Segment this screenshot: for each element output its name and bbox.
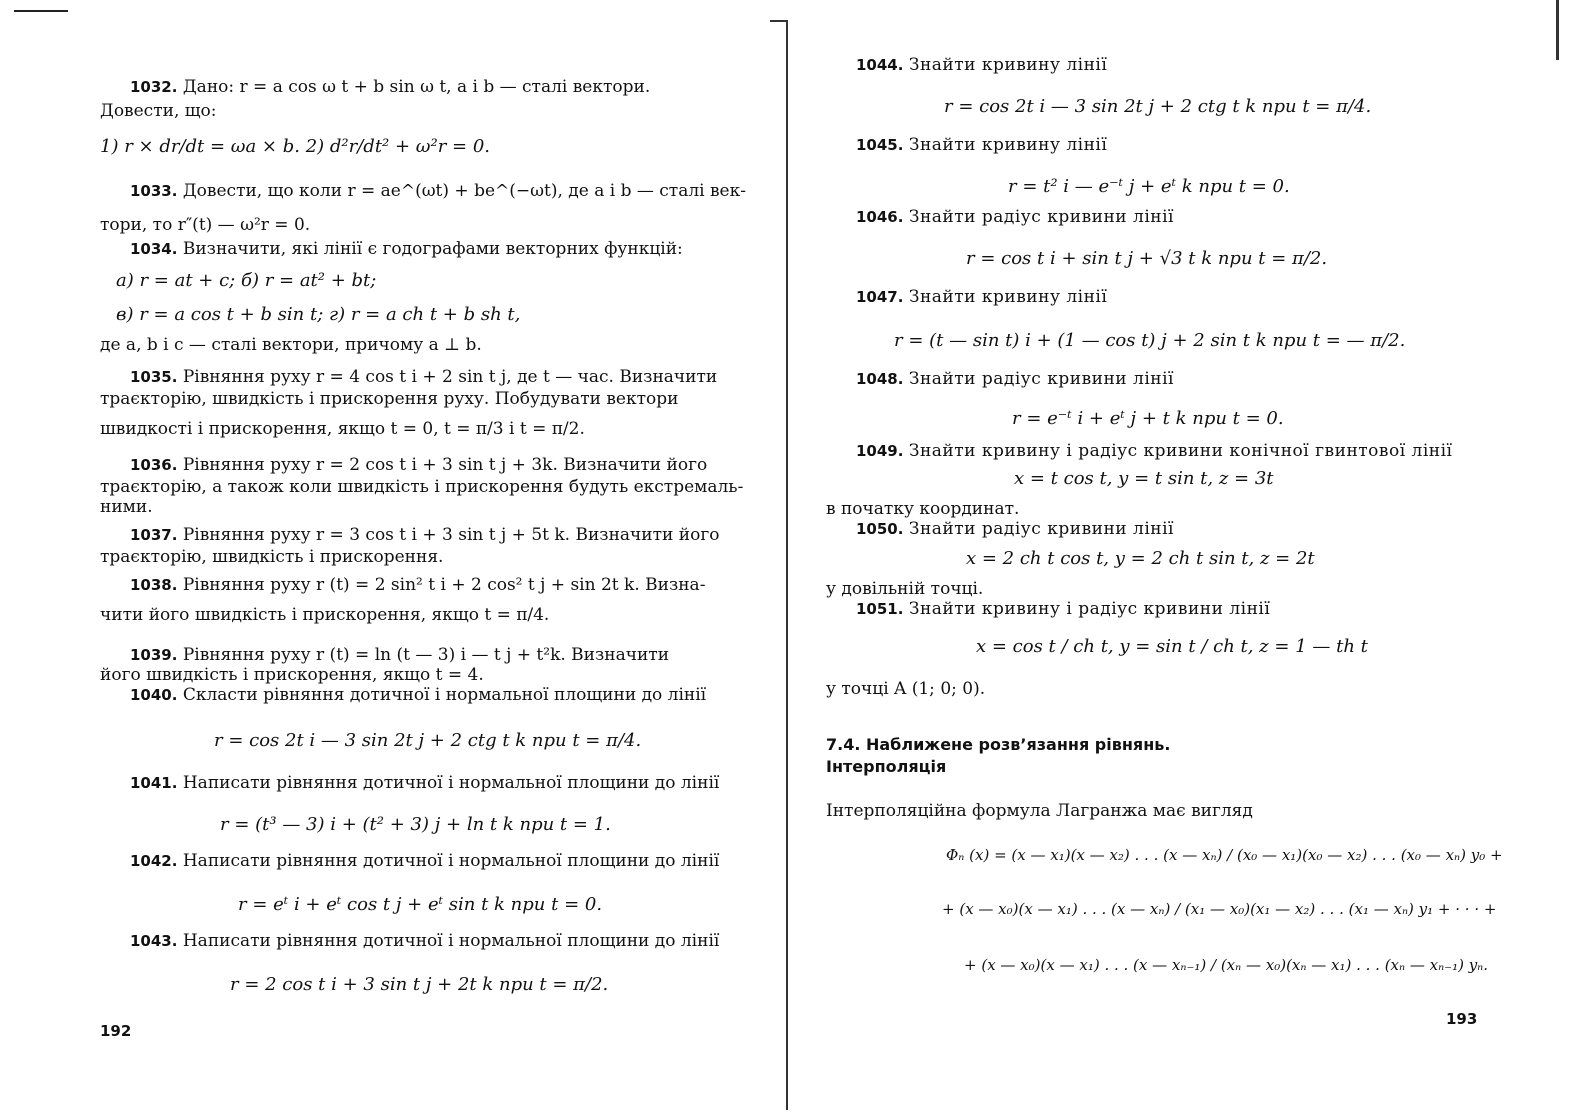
- text-line: тори, то r″(t) — ω²r = 0.: [100, 215, 311, 235]
- exercise-1042: 1042. Написати рівняння дотичної і нормальної площини до лінії: [130, 851, 720, 871]
- formula: x = t cos t, y = t sin t, z = 3t: [1014, 468, 1274, 489]
- formula: Φₙ (x) = (x — x₁)(x — x₂) . . . (x — xₙ) / (x₀ — x₁)(x₀ — x₂) . . . (x₀ — xₙ) y₀ +: [946, 846, 1503, 864]
- exercise-1041: 1041. Написати рівняння дотичної і нормальної площини до лінії: [130, 773, 720, 793]
- exercise-1039: 1039. Рівняння руху r (t) = ln (t — 3) i — t j + t²k. Визначити: [130, 645, 670, 665]
- exercise-1044: 1044. Знайти кривину лінії: [856, 55, 1108, 75]
- exercise-1043: 1043. Написати рівняння дотичної і нормальної площини до лінії: [130, 931, 720, 951]
- exercise-1050: 1050. Знайти радіус кривини лінії: [856, 519, 1174, 539]
- formula: r = e⁻ᵗ i + eᵗ j + t k при t = 0.: [1012, 408, 1284, 429]
- formula: r = eᵗ i + eᵗ cos t j + eᵗ sin t k при t = 0.: [238, 894, 603, 915]
- text-line: у точці A (1; 0; 0).: [826, 679, 986, 699]
- section-title: 7.4. Наближене розв’язання рівнянь.: [826, 735, 1171, 754]
- formula: r = (t³ — 3) i + (t² + 3) j + ln t k при t = 1.: [220, 814, 611, 835]
- page-number-left: 192: [100, 1022, 132, 1040]
- exercise-1035: 1035. Рівняння руху r = 4 cos t i + 2 sin t j, де t — час. Визначити: [130, 367, 718, 387]
- formula: r = (t — sin t) i + (1 — cos t) j + 2 sin t k при t = — π/2.: [894, 330, 1406, 351]
- formula: r = t² i — e⁻ᵗ j + eᵗ k при t = 0.: [1008, 176, 1290, 197]
- formula: + (x — x₀)(x — x₁) . . . (x — xₙ₋₁) / (xₙ — x₀)(xₙ — x₁) . . . (xₙ — xₙ₋₁) yₙ.: [964, 956, 1489, 974]
- formula: r = cos 2t i — 3 sin 2t j + 2 ctg t k при t = π/4.: [214, 730, 642, 751]
- formula: + (x — x₀)(x — x₁) . . . (x — xₙ) / (x₁ — x₀)(x₁ — x₂) . . . (x₁ — xₙ) y₁ + · · · +: [942, 900, 1497, 918]
- formula: x = 2 ch t cos t, y = 2 ch t sin t, z = 2t: [966, 548, 1315, 569]
- exercise-1048: 1048. Знайти радіус кривини лінії: [856, 369, 1174, 389]
- exercise-1034: 1034. Визначити, які лінії є годографами векторних функцій:: [130, 239, 683, 259]
- exercise-1040: 1040. Скласти рівняння дотичної і нормальної площини до лінії: [130, 685, 707, 705]
- section-title: Інтерполяція: [826, 757, 947, 776]
- exercise-1051: 1051. Знайти кривину і радіус кривини лінії: [856, 599, 1271, 619]
- formula: в) r = a cos t + b sin t; г) r = a ch t + b sh t,: [116, 304, 521, 325]
- text-line: де a, b і c — сталі вектори, причому a ⊥ b.: [100, 335, 482, 355]
- formula: x = cos t / ch t, y = sin t / ch t, z = 1 — th t: [976, 636, 1368, 657]
- formula: а) r = at + c; б) r = at² + bt;: [116, 270, 377, 291]
- right-page: [826, 0, 1503, 1116]
- formula: 1) r × dr/dt = ωa × b. 2) d²r/dt² + ω²r = 0.: [100, 136, 490, 157]
- text-line: Довести, що:: [100, 101, 217, 121]
- text-line: у довільній точці.: [826, 579, 984, 599]
- text-line: траєкторію, швидкість і прискорення.: [100, 547, 444, 567]
- exercise-1045: 1045. Знайти кривину лінії: [856, 135, 1108, 155]
- text-line: чити його швидкість і прискорення, якщо t = π/4.: [100, 605, 550, 625]
- right-edge-rule: [1556, 0, 1559, 60]
- exercise-1049: 1049. Знайти кривину і радіус кривини конічної гвинтової лінії: [856, 441, 1453, 461]
- text-line: Інтерполяційна формула Лагранжа має вигляд: [826, 801, 1253, 821]
- left-page: [100, 0, 750, 1116]
- text-line: його швидкість і прискорення, якщо t = 4.: [100, 665, 484, 685]
- exercise-1046: 1046. Знайти радіус кривини лінії: [856, 207, 1174, 227]
- text-line: траєкторію, а також коли швидкість і прискорення будуть екстремаль-: [100, 477, 744, 497]
- formula: r = 2 cos t i + 3 sin t j + 2t k при t = π/2.: [230, 974, 609, 995]
- exercise-1033: 1033. Довести, що коли r = ae^(ωt) + be^(−ωt), де a і b — сталі век-: [130, 181, 746, 201]
- text-line: в початку координат.: [826, 499, 1020, 519]
- page-number-right: 193: [1446, 1010, 1478, 1028]
- exercise-1038: 1038. Рівняння руху r (t) = 2 sin² t i + 2 cos² t j + sin 2t k. Визна-: [130, 575, 706, 595]
- text-line: швидкості і прискорення, якщо t = 0, t = π/3 і t = π/2.: [100, 419, 585, 439]
- corner-rule: [14, 10, 68, 12]
- exercise-1036: 1036. Рівняння руху r = 2 cos t i + 3 sin t j + 3k. Визначити його: [130, 455, 708, 475]
- text-line: ними.: [100, 497, 153, 517]
- formula: r = cos t i + sin t j + √3 t k при t = π/2.: [966, 248, 1328, 269]
- exercise-1047: 1047. Знайти кривину лінії: [856, 287, 1108, 307]
- book-spine: [786, 20, 788, 1110]
- formula: r = cos 2t i — 3 sin 2t j + 2 ctg t k при t = π/4.: [944, 96, 1372, 117]
- exercise-1037: 1037. Рівняння руху r = 3 cos t i + 3 sin t j + 5t k. Визначити його: [130, 525, 720, 545]
- text-line: траєкторію, швидкість і прискорення руху. Побудувати вектори: [100, 389, 679, 409]
- exercise-1032: 1032. Дано: r = a cos ω t + b sin ω t, a і b — сталі вектори.: [130, 77, 651, 97]
